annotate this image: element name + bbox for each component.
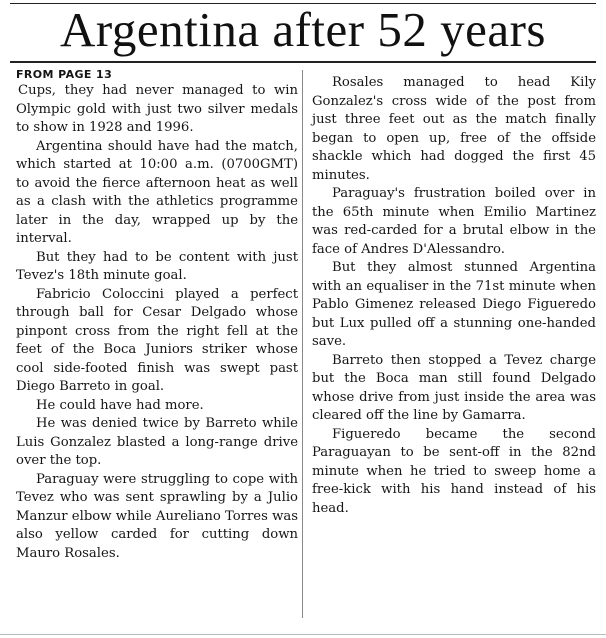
paragraph: Argentina should have had the match, which started at 10:00 a.m. (0700GMT) to avoid the fierce afternoon heat as well as a clash with the athletics programme later in the day, wrapped up by the interval. [16,138,298,246]
article-column-right [312,74,596,518]
paragraph: He was denied twice by Barreto while Luis Gonzalez blasted a long-range drive over the top. [16,416,298,468]
paragraph: Figueredo became the second Paraguayan to be sent-off in the 82nd minute when he tried to sweep home a free-kick with his hand instead of his head. [312,426,596,516]
paragraph: Paraguay's frustration boiled over in the 65th minute when Emilio Martinez was red-carded for a brutal elbow in the face of Andres D'Alessandro. [312,186,596,257]
paragraph: Cups, they had never managed to win Olympic gold with just two silver medals to show in 1928 and 1996. [16,83,298,135]
paragraph: Fabricio Coloccini played a perfect through ball for Cesar Delgado whose pinpont cross from the right fell at the feet of the Boca Juniors striker whose cool side-footed finish was swept past Diego Barreto in goal. [16,286,298,394]
bottom-rule [0,634,606,635]
paragraph: Rosales managed to head Kily Gonzalez's cross wide of the post from just three feet out as the match finally began to open up, free of the offside shackle which had dogged the first 45 minutes. [312,75,596,183]
headline: Argentina after 52 years [60,2,546,57]
headline-rule [10,61,596,63]
paragraph: Barreto then stopped a Tevez charge but the Boca man still found Delgado whose drive from just inside the area was cleared off the line by Gamarra. [312,352,596,423]
paragraph: He could have had more. [36,397,204,413]
paragraph: But they almost stunned Argentina with an equaliser in the 71st minute when Pablo Gimenez released Diego Figueredo but Lux pulled off a stunning one-handed save. [312,260,596,349]
kicker-from-page: FROM PAGE 13 [16,68,113,81]
article-column-left [16,68,298,563]
column-divider [302,70,303,618]
paragraph: Paraguay were struggling to cope with Tevez who was sent sprawling by a Julio Manzur elbow while Aureliano Torres was also yellow carded for cutting down Mauro Rosales. [16,471,298,561]
paragraph: But they had to be content with just Tevez's 18th minute goal. [16,249,298,283]
